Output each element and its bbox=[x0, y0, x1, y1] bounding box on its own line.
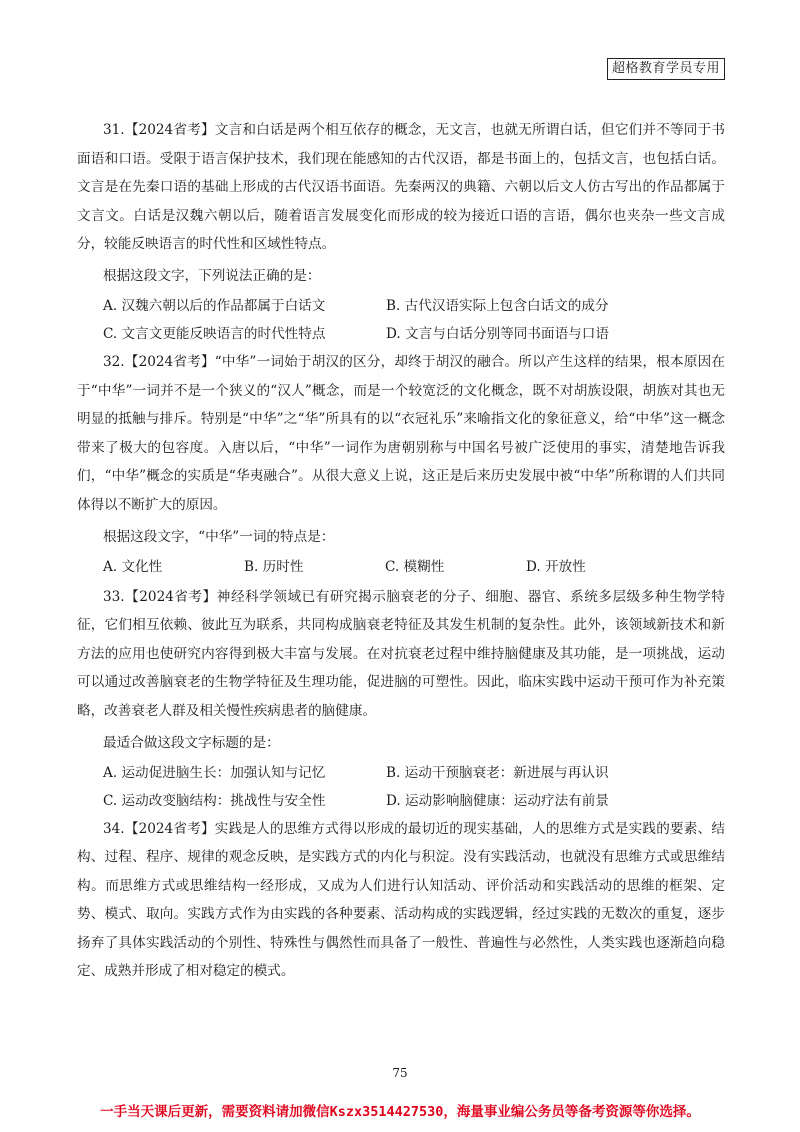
option-b: B. 运动干预脑衰老：新进展与再认识 bbox=[386, 764, 609, 781]
option-b: B. 历时性 bbox=[244, 558, 304, 575]
option-a: A. 汉魏六朝以后的作品都属于白话文 bbox=[103, 297, 326, 314]
page-number: 75 bbox=[392, 1066, 408, 1080]
question-33-options bbox=[77, 759, 725, 815]
question-31-passage: 31.【2024省考】文言和白话是两个相互依存的概念，无文言，也就无所谓白话，但它们并不等同于书面语和口语。受限于语言保护技术，我们现在能感知的古代汉语，都是书面上的，包括文言，也包括白话。文言是在先秦口语的基础上形成的古代汉语书面语。先秦两汉的典籍、六朝以后文人仿古写出的作品都属于文言文。白话是汉魏六朝以后，随着语言发展变化而形成的较为接近口语的言语，偶尔也夹杂一些文言成分，较能反映语言的时代性和区域性特点。 bbox=[77, 122, 725, 253]
question-34 bbox=[77, 815, 725, 987]
option-c: C. 模糊性 bbox=[385, 558, 445, 575]
question-32 bbox=[77, 348, 725, 581]
option-c: C. 运动改变脑结构：挑战性与安全性 bbox=[103, 792, 326, 809]
option-d: D. 开放性 bbox=[526, 558, 586, 575]
question-33-stem: 最适合做这段文字标题的是： bbox=[103, 734, 280, 751]
question-32-stem: 根据这段文字，“中华”一词的特点是： bbox=[103, 528, 335, 545]
question-33-passage: 33.【2024省考】神经科学领域已有研究揭示脑衰老的分子、细胞、器官、系统多层级多种生物学特征，它们相互依赖、彼此互为联系，共同构成脑衰老特征及其发生机制的复杂性。此外，该领域新技术和新方法的应用也使研究内容得到极大丰富与发展。在对抗衰老过程中维持脑健康及其功能，是一项挑战，运动可以通过改善脑衰老的生物学特征及生理功能，促进脑的可塑性。因此，临床实践中运动干预可作为补充策略，改善衰老人群及相关慢性疾病患者的脑健康。 bbox=[77, 588, 725, 719]
option-a: A. 文化性 bbox=[103, 558, 163, 575]
question-31 bbox=[77, 116, 725, 348]
question-33 bbox=[77, 583, 725, 815]
question-32-options bbox=[77, 553, 725, 581]
question-content bbox=[77, 116, 725, 986]
exclusive-use-badge: 超格教育学员专用 bbox=[607, 58, 725, 80]
question-31-options bbox=[77, 292, 725, 348]
footer-watermark-note: 一手当天课后更新，需要资料请加微信Kszx3514427530，海量事业编公务员等备考资源等你选择。 bbox=[100, 1104, 700, 1120]
question-32-passage: 32.【2024省考】“中华”一词始于胡汉的区分，却终于胡汉的融合。所以产生这样的结果，根本原因在于“中华”一词并不是一个狭义的“汉人”概念，而是一个较宽泛的文化概念，既不对胡族设限，胡族对其也无明显的抵触与排斥。特别是“中华”之“华”所具有的以“衣冠礼乐”来喻指文化的象征意义，给“中华”这一概念带来了极大的包容度。入唐以后，“中华”一词作为唐朝别称与中国名号被广泛使用的事实，清楚地告诉我们，“中华”概念的实质是“华夷融合”。从很大意义上说，这正是后来历史发展中被“中华”所称谓的人们共同体得以不断扩大的原因。 bbox=[77, 353, 725, 513]
question-34-passage: 34.【2024省考】实践是人的思维方式得以形成的最切近的现实基础，人的思维方式是实践的要素、结构、过程、程序、规律的观念反映，是实践方式的内化与积淀。没有实践活动，也就没有思维方式或思维结构。而思维方式或思维结构一经形成，又成为人们进行认知活动、评价活动和实践活动的思维的框架、定势、模式、取向。实践方式作为由实践的各种要素、活动构成的实践逻辑，经过实践的无数次的重复，逐步扬弃了具体实践活动的个别性、特殊性与偶然性而具备了一般性、普遍性与必然性，人类实践也逐渐趋向稳定、成熟并形成了相对稳定的模式。 bbox=[77, 820, 725, 980]
option-c: C. 文言文更能反映语言的时代性特点 bbox=[103, 325, 326, 342]
question-31-stem: 根据这段文字，下列说法正确的是： bbox=[103, 267, 321, 284]
option-d: D. 文言与白话分别等同书面语与口语 bbox=[386, 325, 609, 342]
option-d: D. 运动影响脑健康：运动疗法有前景 bbox=[386, 792, 609, 809]
option-a: A. 运动促进脑生长：加强认知与记忆 bbox=[103, 764, 326, 781]
option-b: B. 古代汉语实际上包含白话文的成分 bbox=[386, 297, 609, 314]
